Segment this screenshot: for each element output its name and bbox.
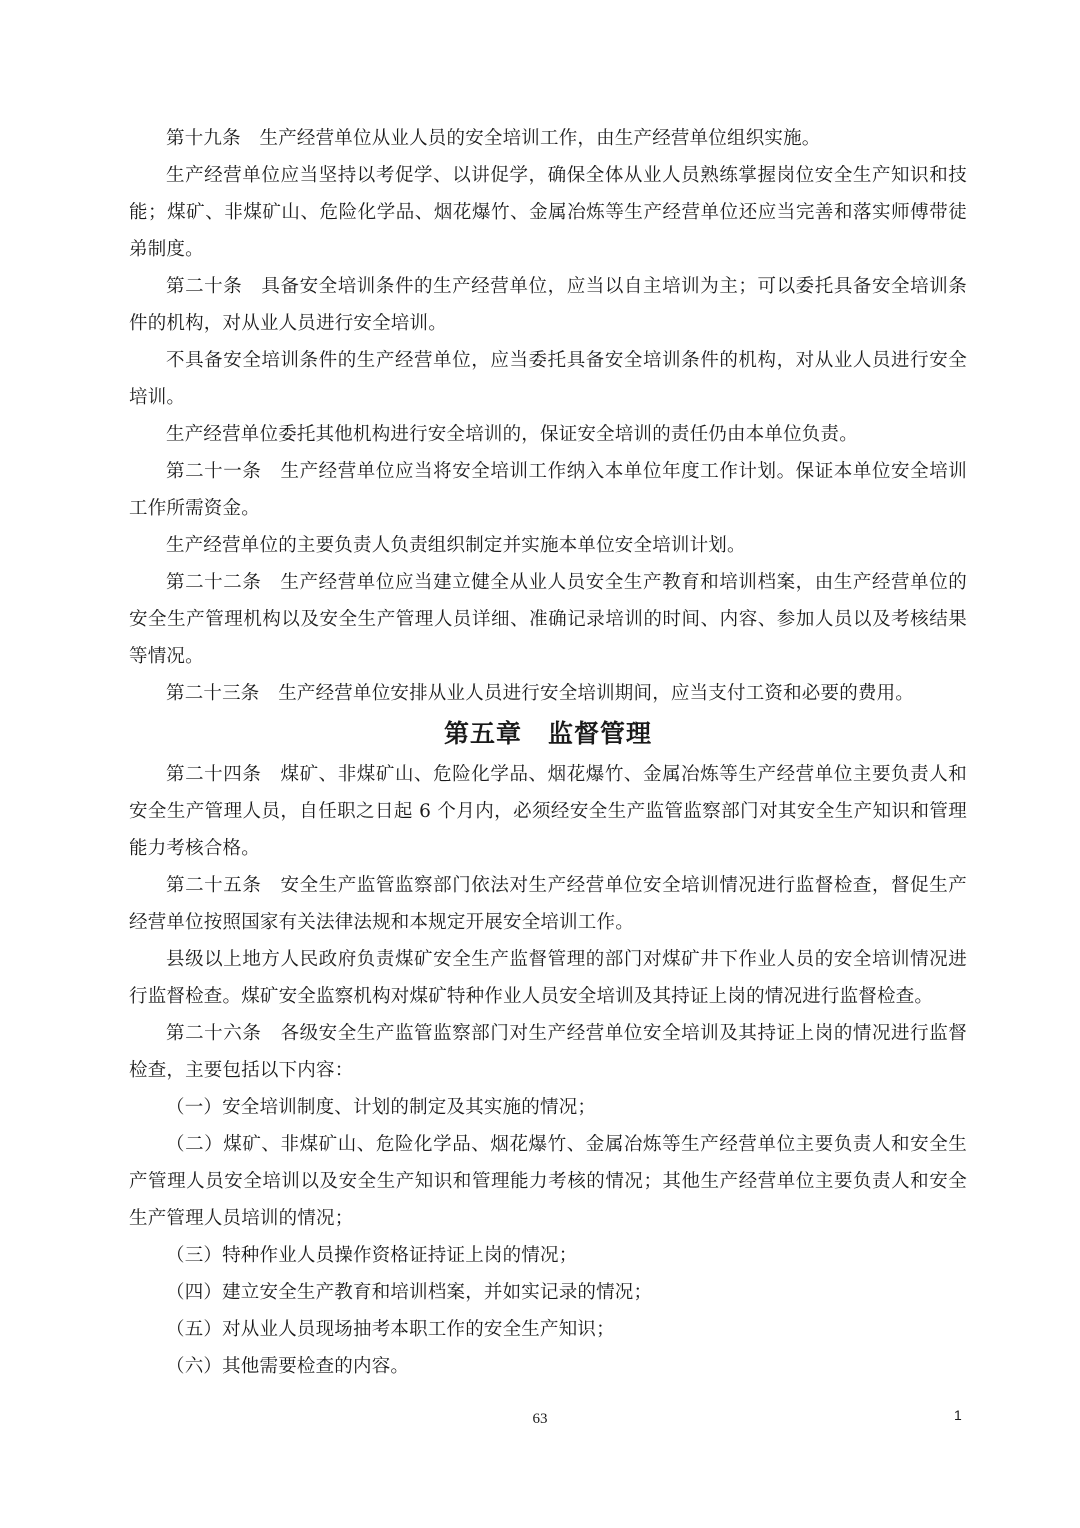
list-item-3: （三）特种作业人员操作资格证持证上岗的情况；	[166, 1245, 578, 1266]
list-item-2: （二）煤矿、非煤矿山、危险化学品、烟花爆竹、金属冶炼等生产经营单位主要负责人和安全生产管理人员安全培训以及安全生产知识和管理能力考核的情况；其他生产经营单位主要负责人和安全生产管理人员培训的情况；	[129, 1134, 967, 1229]
list-item-6: （六）其他需要检查的内容。	[166, 1356, 410, 1377]
paragraph-article-24: 第二十四条 煤矿、非煤矿山、危险化学品、烟花爆竹、金属冶炼等生产经营单位主要负责人和安全生产管理人员，自任职之日起 6 个月内，必须经安全生产监管监察部门对其安全生产知识和管理能力考核合格。	[129, 764, 967, 859]
paragraph-article-26: 第二十六条 各级安全生产监管监察部门对生产经营单位安全培训及其持证上岗的情况进行监督检查，主要包括以下内容：	[129, 1023, 967, 1081]
page-number: 63	[532, 1411, 548, 1427]
chapter-title: 第五章 监督管理	[443, 719, 652, 748]
list-item-1: （一）安全培训制度、计划的制定及其实施的情况；	[166, 1097, 597, 1118]
list-item-5: （五）对从业人员现场抽考本职工作的安全生产知识；	[166, 1319, 615, 1340]
list-item-4: （四）建立安全生产教育和培训档案，并如实记录的情况；	[166, 1282, 653, 1303]
paragraph-article-21: 第二十一条 生产经营单位应当将安全培训工作纳入本单位年度工作计划。保证本单位安全培训工作所需资金。	[129, 461, 967, 519]
paragraph-article-19-detail: 生产经营单位应当坚持以考促学、以讲促学，确保全体从业人员熟练掌握岗位安全生产知识和技能；煤矿、非煤矿山、危险化学品、烟花爆竹、金属冶炼等生产经营单位还应当完善和落实师傅带徒弟制度。	[129, 165, 967, 260]
paragraph-article-20: 第二十条 具备安全培训条件的生产经营单位，应当以自主培训为主；可以委托具备安全培训条件的机构，对从业人员进行安全培训。	[129, 276, 967, 334]
paragraph-article-22: 第二十二条 生产经营单位应当建立健全从业人员安全生产教育和培训档案，由生产经营单位的安全生产管理机构以及安全生产管理人员详细、准确记录培训的时间、内容、参加人员以及考核结果等情况。	[129, 572, 967, 667]
paragraph-article-25-detail: 县级以上地方人民政府负责煤矿安全生产监督管理的部门对煤矿井下作业人员的安全培训情况进行监督检查。煤矿安全监察机构对煤矿特种作业人员安全培训及其持证上岗的情况进行监督检查。	[129, 949, 967, 1007]
paragraph-article-21-detail: 生产经营单位的主要负责人负责组织制定并实施本单位安全培训计划。	[166, 535, 746, 556]
paragraph-article-25: 第二十五条 安全生产监管监察部门依法对生产经营单位安全培训情况进行监督检查，督促生产经营单位按照国家有关法律法规和本规定开展安全培训工作。	[129, 875, 967, 933]
paragraph-article-20-responsibility: 生产经营单位委托其他机构进行安全培训的，保证安全培训的责任仍由本单位负责。	[166, 424, 858, 445]
document-body	[129, 120, 967, 1385]
paragraph-article-19: 第十九条 生产经营单位从业人员的安全培训工作，由生产经营单位组织实施。	[166, 128, 821, 149]
paragraph-article-23: 第二十三条 生产经营单位安排从业人员进行安全培训期间，应当支付工资和必要的费用。	[166, 683, 915, 704]
paragraph-article-20-detail: 不具备安全培训条件的生产经营单位，应当委托具备安全培训条件的机构，对从业人员进行安全培训。	[129, 350, 967, 408]
corner-page-number: 1	[954, 1407, 962, 1423]
